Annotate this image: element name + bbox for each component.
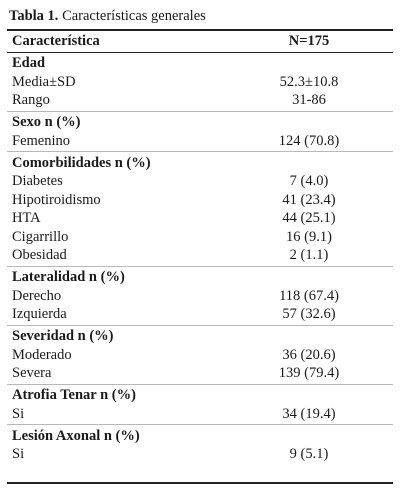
- row-value: 16 (9.1): [286, 228, 332, 245]
- table-row: [0, 191, 400, 209]
- row-label: Si: [12, 446, 25, 462]
- table-top-rule: [7, 29, 393, 31]
- row-label: Femenino: [12, 132, 70, 149]
- table-row: [0, 364, 400, 382]
- table-row: [0, 228, 400, 246]
- section-title: Severidad n (%): [12, 328, 114, 344]
- table-row: [0, 287, 400, 305]
- header-characteristic: Característica: [12, 33, 100, 49]
- section-header: [0, 386, 400, 404]
- section-header: [0, 113, 400, 131]
- section-header: [0, 54, 400, 72]
- section-title: Sexo n (%): [12, 114, 81, 130]
- row-label: HTA: [12, 210, 41, 226]
- header-n: N=175: [288, 33, 330, 49]
- section-title: Comorbilidades n (%): [12, 154, 151, 171]
- row-value: 139 (79.4): [278, 365, 340, 381]
- row-value: 52.3±10.8: [279, 73, 339, 90]
- row-label: Obesidad: [12, 247, 67, 263]
- row-value: 36 (20.6): [282, 346, 336, 363]
- table-row: [0, 132, 400, 150]
- row-label: Si: [12, 405, 25, 422]
- table-row: [0, 73, 400, 91]
- row-label: Severa: [12, 365, 52, 381]
- table-bottom-rule: [7, 482, 393, 484]
- table-caption-text: Características generales: [62, 8, 206, 24]
- section-title: Lateralidad n (%): [12, 269, 125, 285]
- table-row: [0, 209, 400, 227]
- row-value: 9 (5.1): [289, 446, 329, 462]
- row-value: 34 (19.4): [282, 405, 336, 422]
- table-row: [0, 246, 400, 264]
- row-value: 44 (25.1): [282, 210, 336, 226]
- table-row: [0, 305, 400, 323]
- section-title: Lesión Axonal n (%): [12, 427, 140, 444]
- row-value: 118 (67.4): [279, 287, 339, 304]
- table-row: [0, 405, 400, 423]
- row-value: 2 (1.1): [289, 247, 329, 263]
- row-label: Diabetes: [12, 173, 63, 189]
- section-divider: [7, 266, 393, 267]
- section-divider: [7, 111, 393, 112]
- row-label: Media±SD: [12, 73, 76, 90]
- section-header: [0, 154, 400, 172]
- table-row: [0, 91, 400, 109]
- section-header: [0, 327, 400, 345]
- section-header: [0, 427, 400, 445]
- row-value: 57 (32.6): [282, 306, 336, 322]
- row-value: 124 (70.8): [278, 132, 340, 149]
- row-label: Cigarrillo: [12, 228, 69, 245]
- row-value: 41 (23.4): [282, 191, 336, 208]
- table-header-rule: [7, 52, 393, 53]
- section-header: [0, 268, 400, 286]
- row-label: Izquierda: [12, 306, 67, 322]
- table-caption-number: Tabla 1.: [9, 8, 59, 24]
- row-value: 31-86: [292, 92, 326, 108]
- section-title: Edad: [12, 55, 46, 71]
- row-label: Moderado: [12, 346, 72, 363]
- section-divider: [7, 151, 393, 152]
- section-divider: [7, 384, 393, 385]
- section-divider: [7, 325, 393, 326]
- row-label: Rango: [12, 92, 50, 108]
- table-row: [0, 346, 400, 364]
- row-value: 7 (4.0): [289, 173, 329, 189]
- section-title: Atrofia Tenar n (%): [12, 387, 136, 403]
- section-divider: [7, 424, 393, 425]
- row-label: Hipotiroidismo: [12, 191, 101, 208]
- table-row: [0, 172, 400, 190]
- row-label: Derecho: [12, 287, 62, 304]
- table-caption: [9, 7, 206, 25]
- table-row: [0, 445, 400, 463]
